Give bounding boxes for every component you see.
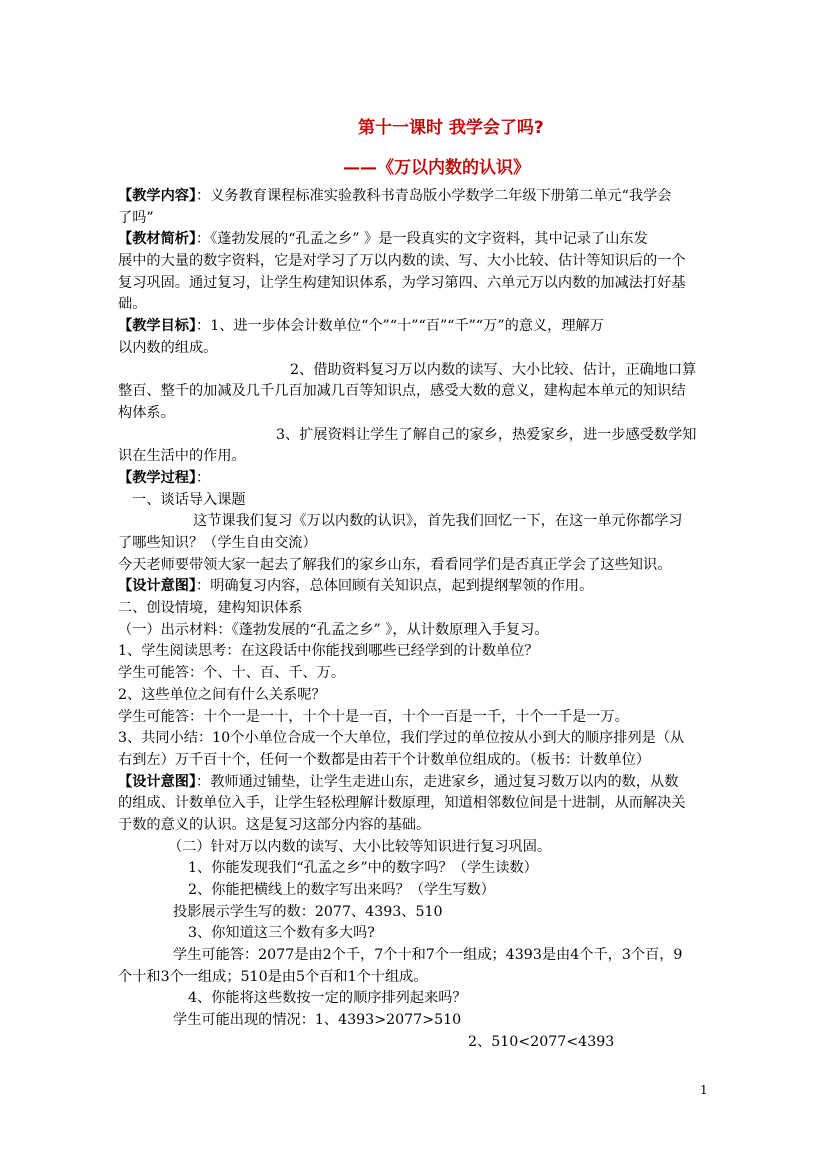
paragraph-line: 1、学生阅读思考：在这段话中你能找到哪些已经学到的计数单位？	[118, 643, 539, 660]
section-heading: 一、谈话导入课题	[132, 491, 246, 508]
paragraph-line: 2、借助资料复习万以内数的读写、大小比较、估计，正确地口算	[290, 361, 697, 378]
paragraph-line: 3、你知道这三个数有多大吗?	[188, 925, 375, 942]
paragraph-line: （一）出示材料：《蓬勃发展的“孔孟之乡” 》，从计数原理入手复习。	[118, 621, 549, 638]
lesson-title: 第十一课时 我学会了吗?	[358, 118, 544, 138]
paragraph-line: 这节课我们复习《万以内数的认识》，首先我们回忆一下，在这一单元你都学习	[193, 513, 683, 530]
paragraph-line: 今天老师要带领大家一起去了解我们的家乡山东，看看同学们是否真正学会了这些知识。	[118, 556, 672, 573]
paragraph-line: 【教学过程】：	[118, 469, 211, 486]
paragraph-line: 构体系。	[118, 404, 175, 421]
document-body	[118, 186, 716, 1054]
paragraph-line: 投影展示学生写的数：2077、4393、510	[173, 903, 443, 920]
paragraph-line: 2、510<2077<4393	[468, 1033, 615, 1050]
paragraph-line: 础。	[118, 296, 147, 313]
section-heading: （二）针对万以内数的读写、大小比较等知识进行复习巩固。	[168, 838, 552, 855]
paragraph-line: 右到左）万千百十个，任何一个数都是由若干个计数单位组成的。（板书：计数单位）	[118, 751, 651, 768]
paragraph-line: 【教学内容】：义务教育课程标准实验教科书青岛版小学数学二年级下册第二单元“我学会	[118, 188, 672, 204]
paragraph-line: 学生可能出现的情况：1、4393>2077>510	[173, 1012, 462, 1029]
paragraph-line: 【教学目标】：1、进一步体会计数单位“个”“十”“百”“千”“万”的意义，理解万	[118, 318, 604, 335]
paragraph-line: 学生可能答：2077是由2个千，7个十和7个一组成；4393是由4个千，3个百，9	[173, 947, 683, 964]
paragraph-line: 【设计意图】：教师通过铺垫，让学生走进山东，走进家乡，通过复习数万以内的数，从数	[118, 773, 679, 790]
paragraph-line: 识在生活中的作用。	[118, 448, 246, 465]
paragraph-line: 2、这些单位之间有什么关系呢？	[118, 686, 326, 703]
paragraph-line: 学生可能答：十个一是一十，十个十是一百，十个一百是一千，十个一千是一万。	[118, 708, 629, 725]
paragraph-line: 3、扩展资料让学生了解自己的家乡，热爱家乡，进一步感受数学知	[276, 426, 697, 443]
paragraph-line: 了哪些知识？（学生自由交流）	[118, 535, 317, 551]
paragraph-line: 2、你能把横线上的数字写出来吗？（学生写数）	[188, 882, 495, 898]
paragraph-line: 【设计意图】：明确复习内容，总体回顾有关知识点，起到提纲挈领的作用。	[118, 578, 594, 595]
paragraph-line: 整百、整千的加减及几千几百加减几百等知识点，感受大数的意义，建构起本单元的知识结	[118, 383, 686, 400]
section-heading: 二、创设情境，建构知识体系	[118, 600, 303, 617]
paragraph-line: 4、你能将这些数按一定的顺序排列起来吗？	[188, 990, 467, 1007]
paragraph-line: 3、共同小结：10个小单位合成一个大单位，我们学过的单位按从小到大的顺序排列是（从	[118, 730, 685, 747]
paragraph-line: 学生可能答：个、十、百、千、万。	[118, 665, 346, 682]
paragraph-line: 于数的意义的认识。这是复习这部分内容的基础。	[118, 816, 431, 833]
lesson-subtitle: ——《万以内数的认识》	[343, 158, 530, 178]
paragraph-line: 1、你能发现我们“孔孟之乡”中的数字吗？（学生读数）	[188, 860, 538, 877]
paragraph-line: 个十和3个一组成；510是由5个百和1个十组成。	[118, 968, 428, 985]
paragraph-line: 复习巩固。通过复习，让学生构建知识体系，为学习第四、六单元万以内数的加减法打好基	[118, 274, 686, 291]
page-number: 1	[700, 1083, 708, 1097]
paragraph-line: 展中的大量的数字资料，它是对学习了万以内数的读、写、大小比较、估计等知识后的一个	[118, 253, 686, 270]
paragraph-line: 的组成、计数单位入手，让学生轻松理解计数原理，知道相邻数位间是十进制，从而解决关	[118, 795, 686, 812]
paragraph-line: 【教材简析】：《蓬勃发展的“孔孟之乡” 》是一段真实的文字资料，其中记录了山东发	[118, 231, 648, 248]
paragraph-line: 了吗”	[118, 209, 154, 226]
paragraph-line: 以内数的组成。	[118, 339, 218, 356]
